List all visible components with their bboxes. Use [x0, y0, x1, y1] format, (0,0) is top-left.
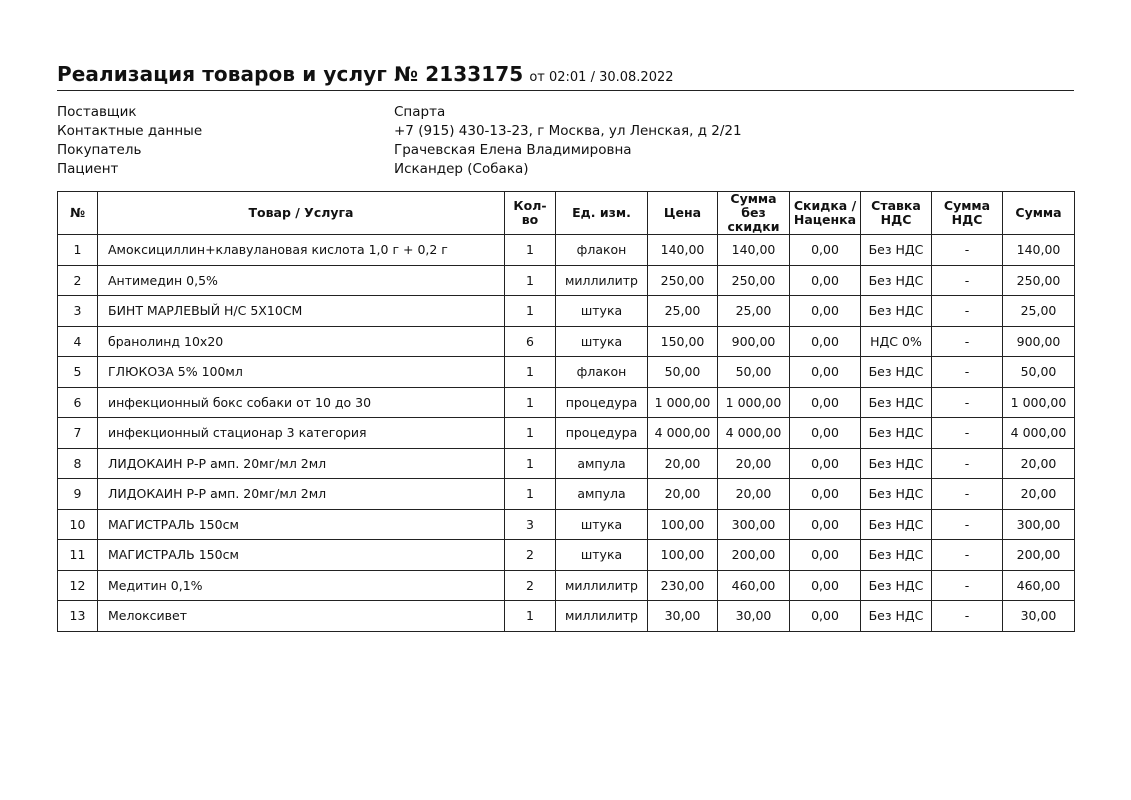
cell-col-number: 7 [58, 418, 98, 449]
cell-col-vat-rate: Без НДС [861, 357, 932, 388]
cell-col-quantity: 1 [505, 235, 556, 266]
header-col-vat-sum: Сумма НДС [932, 192, 1003, 235]
cell-col-vat-sum: - [932, 479, 1003, 510]
cell-col-sum-before-discount: 140,00 [718, 235, 790, 266]
document-date: от 02:01 / 30.08.2022 [529, 70, 674, 85]
cell-col-quantity: 1 [505, 265, 556, 296]
cell-col-discount: 0,00 [790, 509, 861, 540]
cell-col-unit: штука [556, 540, 648, 571]
cell-col-quantity: 1 [505, 357, 556, 388]
cell-col-vat-rate: НДС 0% [861, 326, 932, 357]
cell-col-quantity: 1 [505, 296, 556, 327]
header-col-discount: Скидка / Наценка [790, 192, 861, 235]
document-header [57, 62, 1074, 91]
cell-col-discount: 0,00 [790, 326, 861, 357]
cell-col-sum-before-discount: 1 000,00 [718, 387, 790, 418]
header-col-sum-before-discount: Сумма без скидки [718, 192, 790, 235]
cell-col-vat-sum: - [932, 540, 1003, 571]
cell-col-vat-sum: - [932, 326, 1003, 357]
info-value: Спарта [394, 104, 446, 120]
cell-col-product: МАГИСТРАЛЬ 150см [98, 540, 505, 571]
cell-col-vat-rate: Без НДС [861, 387, 932, 418]
cell-col-number: 1 [58, 235, 98, 266]
cell-col-quantity: 1 [505, 479, 556, 510]
cell-col-vat-sum: - [932, 265, 1003, 296]
table-row [58, 479, 1075, 510]
cell-col-total: 4 000,00 [1003, 418, 1075, 449]
cell-col-number: 12 [58, 570, 98, 601]
cell-col-vat-rate: Без НДС [861, 418, 932, 449]
cell-col-number: 9 [58, 479, 98, 510]
cell-col-price: 30,00 [648, 601, 718, 632]
cell-col-discount: 0,00 [790, 479, 861, 510]
info-block [57, 103, 1074, 179]
cell-col-total: 140,00 [1003, 235, 1075, 266]
document-title: Реализация товаров и услуг № 2133175 [57, 62, 524, 86]
cell-col-number: 8 [58, 448, 98, 479]
cell-col-unit: миллилитр [556, 265, 648, 296]
cell-col-vat-rate: Без НДС [861, 601, 932, 632]
cell-col-number: 11 [58, 540, 98, 571]
cell-col-sum-before-discount: 4 000,00 [718, 418, 790, 449]
cell-col-price: 4 000,00 [648, 418, 718, 449]
cell-col-price: 20,00 [648, 479, 718, 510]
cell-col-total: 25,00 [1003, 296, 1075, 327]
table-row [58, 448, 1075, 479]
header-col-total: Сумма [1003, 192, 1075, 235]
cell-col-vat-sum: - [932, 357, 1003, 388]
header-col-price: Цена [648, 192, 718, 235]
table-row [58, 235, 1075, 266]
cell-col-price: 25,00 [648, 296, 718, 327]
table-row [58, 509, 1075, 540]
document-page [57, 62, 1074, 624]
cell-col-quantity: 1 [505, 418, 556, 449]
cell-col-sum-before-discount: 50,00 [718, 357, 790, 388]
info-value: Искандер (Собака) [394, 161, 529, 177]
cell-col-vat-sum: - [932, 387, 1003, 418]
cell-col-unit: миллилитр [556, 570, 648, 601]
cell-col-number: 6 [58, 387, 98, 418]
cell-col-discount: 0,00 [790, 540, 861, 571]
cell-col-number: 2 [58, 265, 98, 296]
info-row-buyer [57, 141, 1074, 160]
info-value: Грачевская Елена Владимировна [394, 142, 632, 158]
cell-col-discount: 0,00 [790, 265, 861, 296]
cell-col-discount: 0,00 [790, 296, 861, 327]
cell-col-price: 50,00 [648, 357, 718, 388]
cell-col-total: 300,00 [1003, 509, 1075, 540]
cell-col-unit: штука [556, 509, 648, 540]
info-row-supplier [57, 103, 1074, 122]
cell-col-number: 4 [58, 326, 98, 357]
cell-col-quantity: 1 [505, 448, 556, 479]
items-table [57, 191, 1075, 632]
cell-col-unit: флакон [556, 357, 648, 388]
cell-col-number: 10 [58, 509, 98, 540]
header-col-number: № [58, 192, 98, 235]
header-col-vat-rate: Ставка НДС [861, 192, 932, 235]
cell-col-quantity: 2 [505, 540, 556, 571]
cell-col-unit: ампула [556, 448, 648, 479]
cell-col-discount: 0,00 [790, 387, 861, 418]
cell-col-unit: штука [556, 326, 648, 357]
cell-col-vat-rate: Без НДС [861, 265, 932, 296]
cell-col-discount: 0,00 [790, 570, 861, 601]
cell-col-product: Антимедин 0,5% [98, 265, 505, 296]
cell-col-total: 200,00 [1003, 540, 1075, 571]
cell-col-quantity: 2 [505, 570, 556, 601]
cell-col-price: 140,00 [648, 235, 718, 266]
cell-col-product: Амоксициллин+клавулановая кислота 1,0 г + 0,2 г [98, 235, 505, 266]
cell-col-price: 20,00 [648, 448, 718, 479]
info-label: Контактные данные [57, 123, 203, 139]
header-col-product: Товар / Услуга [98, 192, 505, 235]
cell-col-quantity: 1 [505, 601, 556, 632]
cell-col-total: 900,00 [1003, 326, 1075, 357]
table-body [58, 235, 1075, 632]
cell-col-sum-before-discount: 20,00 [718, 448, 790, 479]
info-value: +7 (915) 430-13-23, г Москва, ул Ленская, д 2/21 [394, 123, 742, 139]
cell-col-vat-sum: - [932, 296, 1003, 327]
cell-col-vat-rate: Без НДС [861, 570, 932, 601]
cell-col-quantity: 3 [505, 509, 556, 540]
cell-col-sum-before-discount: 460,00 [718, 570, 790, 601]
table-row [58, 418, 1075, 449]
cell-col-unit: процедура [556, 387, 648, 418]
cell-col-quantity: 1 [505, 387, 556, 418]
cell-col-product: Мелоксивет [98, 601, 505, 632]
cell-col-price: 250,00 [648, 265, 718, 296]
cell-col-price: 100,00 [648, 509, 718, 540]
cell-col-total: 250,00 [1003, 265, 1075, 296]
cell-col-total: 460,00 [1003, 570, 1075, 601]
cell-col-vat-sum: - [932, 235, 1003, 266]
cell-col-product: БИНТ МАРЛЕВЫЙ Н/С 5Х10СМ [98, 296, 505, 327]
cell-col-vat-rate: Без НДС [861, 448, 932, 479]
cell-col-total: 50,00 [1003, 357, 1075, 388]
cell-col-vat-sum: - [932, 448, 1003, 479]
cell-col-product: инфекционный бокс собаки от 10 до 30 [98, 387, 505, 418]
cell-col-sum-before-discount: 30,00 [718, 601, 790, 632]
cell-col-total: 30,00 [1003, 601, 1075, 632]
cell-col-vat-rate: Без НДС [861, 509, 932, 540]
cell-col-unit: процедура [556, 418, 648, 449]
cell-col-product: ЛИДОКАИН Р-Р амп. 20мг/мл 2мл [98, 479, 505, 510]
cell-col-discount: 0,00 [790, 448, 861, 479]
cell-col-unit: ампула [556, 479, 648, 510]
cell-col-sum-before-discount: 300,00 [718, 509, 790, 540]
cell-col-sum-before-discount: 250,00 [718, 265, 790, 296]
cell-col-product: ЛИДОКАИН Р-Р амп. 20мг/мл 2мл [98, 448, 505, 479]
cell-col-vat-rate: Без НДС [861, 540, 932, 571]
cell-col-price: 150,00 [648, 326, 718, 357]
cell-col-product: ГЛЮКОЗА 5% 100мл [98, 357, 505, 388]
info-label: Покупатель [57, 142, 142, 158]
table-row [58, 296, 1075, 327]
table-row [58, 326, 1075, 357]
cell-col-quantity: 6 [505, 326, 556, 357]
cell-col-vat-sum: - [932, 570, 1003, 601]
info-row-patient [57, 160, 1074, 179]
header-col-quantity: Кол-во [505, 192, 556, 235]
cell-col-total: 20,00 [1003, 448, 1075, 479]
table-row [58, 570, 1075, 601]
cell-col-sum-before-discount: 200,00 [718, 540, 790, 571]
header-col-unit: Ед. изм. [556, 192, 648, 235]
table-row [58, 265, 1075, 296]
cell-col-price: 230,00 [648, 570, 718, 601]
info-label: Поставщик [57, 104, 137, 120]
cell-col-number: 3 [58, 296, 98, 327]
cell-col-sum-before-discount: 20,00 [718, 479, 790, 510]
cell-col-unit: флакон [556, 235, 648, 266]
table-row [58, 601, 1075, 632]
cell-col-vat-sum: - [932, 601, 1003, 632]
cell-col-unit: штука [556, 296, 648, 327]
cell-col-sum-before-discount: 25,00 [718, 296, 790, 327]
table-header-row [58, 192, 1075, 235]
cell-col-product: бранолинд 10х20 [98, 326, 505, 357]
info-label: Пациент [57, 161, 119, 177]
table-row [58, 357, 1075, 388]
cell-col-total: 20,00 [1003, 479, 1075, 510]
info-row-contacts [57, 122, 1074, 141]
cell-col-number: 5 [58, 357, 98, 388]
cell-col-product: Медитин 0,1% [98, 570, 505, 601]
cell-col-discount: 0,00 [790, 418, 861, 449]
cell-col-sum-before-discount: 900,00 [718, 326, 790, 357]
cell-col-vat-sum: - [932, 418, 1003, 449]
cell-col-discount: 0,00 [790, 601, 861, 632]
table-row [58, 540, 1075, 571]
cell-col-product: инфекционный стационар 3 категория [98, 418, 505, 449]
cell-col-vat-sum: - [932, 509, 1003, 540]
table-row [58, 387, 1075, 418]
cell-col-vat-rate: Без НДС [861, 479, 932, 510]
cell-col-number: 13 [58, 601, 98, 632]
cell-col-product: МАГИСТРАЛЬ 150см [98, 509, 505, 540]
cell-col-vat-rate: Без НДС [861, 235, 932, 266]
cell-col-unit: миллилитр [556, 601, 648, 632]
cell-col-discount: 0,00 [790, 357, 861, 388]
cell-col-price: 1 000,00 [648, 387, 718, 418]
cell-col-discount: 0,00 [790, 235, 861, 266]
cell-col-vat-rate: Без НДС [861, 296, 932, 327]
cell-col-price: 100,00 [648, 540, 718, 571]
cell-col-total: 1 000,00 [1003, 387, 1075, 418]
